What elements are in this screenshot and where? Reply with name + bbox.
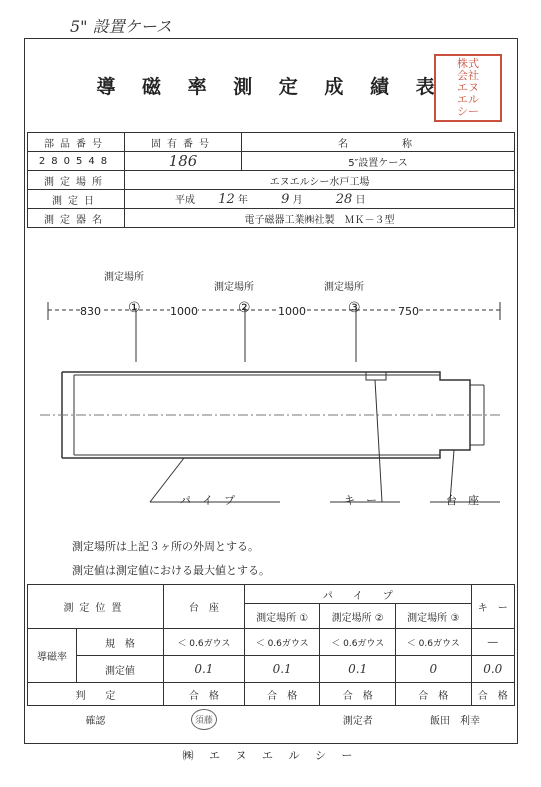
point-marker-1: ① xyxy=(128,300,141,316)
pipe-label: パ イ プ xyxy=(244,585,471,604)
dim-1000-a: 1000 xyxy=(170,305,198,318)
callout-base: 台 座 xyxy=(446,494,479,507)
spec-pipe-3: ＜ 0.6ガウス xyxy=(395,629,471,656)
dim-750: 750 xyxy=(398,305,419,318)
measured-base: 0.1 xyxy=(163,656,244,683)
confirm-label: 確認 xyxy=(85,715,106,727)
date-day: 28 xyxy=(335,192,353,207)
judge-key: 合 格 xyxy=(471,683,514,706)
footer-company: ㈱ エ ヌ エ ル シ ー xyxy=(182,749,359,762)
key-label: キ ー xyxy=(471,585,514,629)
part-no-value: 280548 xyxy=(28,152,125,171)
place-label: 測定場所 xyxy=(28,171,125,190)
point-label-1: 測定場所 xyxy=(104,272,144,283)
spec-base: ＜ 0.6ガウス xyxy=(163,629,244,656)
date-era: 平成 xyxy=(175,195,195,206)
measured-key: 0.0 xyxy=(471,656,514,683)
point-label-2: 測定場所 xyxy=(214,282,254,293)
dim-830: 830 xyxy=(80,305,101,318)
measured-pipe-3: 0 xyxy=(395,656,471,683)
col-unique-no: 固有番号 xyxy=(125,133,242,152)
spec-pipe-1: ＜ 0.6ガウス xyxy=(244,629,320,656)
col-name: 名 称 xyxy=(242,133,515,152)
document-title: 導 磁 率 測 定 成 績 表 xyxy=(96,76,445,98)
point-marker-3: ③ xyxy=(348,300,361,316)
callout-pipe: パ イ プ xyxy=(180,494,235,507)
pipe-diagram xyxy=(0,290,541,520)
measurer-name: 飯田 利幸 xyxy=(429,715,480,727)
judge-pipe-3: 合 格 xyxy=(395,683,471,706)
pipe-point-2: 測定場所 ② xyxy=(320,604,396,629)
judge-pipe-2: 合 格 xyxy=(320,683,396,706)
measured-pipe-2: 0.1 xyxy=(320,656,396,683)
pos-label: 測定位置 xyxy=(28,585,164,629)
date-label: 測定日 xyxy=(28,190,125,209)
judge-base: 合 格 xyxy=(163,683,244,706)
judge-pipe-1: 合 格 xyxy=(244,683,320,706)
date-year-unit: 年 xyxy=(237,195,248,206)
handwritten-header: 5" 設置ケース xyxy=(70,17,172,36)
info-table xyxy=(27,132,515,228)
note-2: 測定値は測定値における最大値とする。 xyxy=(72,564,270,577)
instrument-label: 測定器名 xyxy=(28,209,125,228)
unique-no-value: 186 xyxy=(125,152,242,171)
point-marker-2: ② xyxy=(238,300,251,316)
col-part-no: 部品番号 xyxy=(28,133,125,152)
perm-label: 導磁率 xyxy=(28,629,77,683)
results-table xyxy=(27,584,515,732)
note-1: 測定場所は上記３ヶ所の外周とする。 xyxy=(72,540,259,553)
measured-pipe-1: 0.1 xyxy=(244,656,320,683)
spec-key: ― xyxy=(471,629,514,656)
instrument-value: 電子磁器工業㈱社製 ＭＫ－３型 xyxy=(125,209,515,228)
measurer-label: 測定者 xyxy=(342,715,373,727)
date-month-unit: 月 xyxy=(292,195,303,206)
base-label: 台 座 xyxy=(163,585,244,629)
date-day-unit: 日 xyxy=(355,195,366,206)
date-year: 12 xyxy=(218,192,235,207)
name-value: 5″設置ケース xyxy=(242,152,515,171)
place-value: エヌエルシー水戸工場 xyxy=(125,171,515,190)
date-value xyxy=(125,190,515,209)
spec-label: 規 格 xyxy=(77,629,164,656)
dim-1000-b: 1000 xyxy=(278,305,306,318)
judge-label: 判 定 xyxy=(28,683,164,706)
pipe-point-1: 測定場所 ① xyxy=(244,604,320,629)
measured-label: 測定値 xyxy=(77,656,164,683)
confirm-stamp: 須藤 xyxy=(191,709,217,730)
callout-key: キ ー xyxy=(344,494,377,507)
pipe-point-3: 測定場所 ③ xyxy=(395,604,471,629)
date-month: 9 xyxy=(281,192,290,207)
confirm-stamp-cell xyxy=(163,706,244,733)
point-label-3: 測定場所 xyxy=(324,282,364,293)
spec-pipe-2: ＜ 0.6ガウス xyxy=(320,629,396,656)
company-seal-stamp: 株式 会社 エヌ エル シー xyxy=(434,54,502,122)
